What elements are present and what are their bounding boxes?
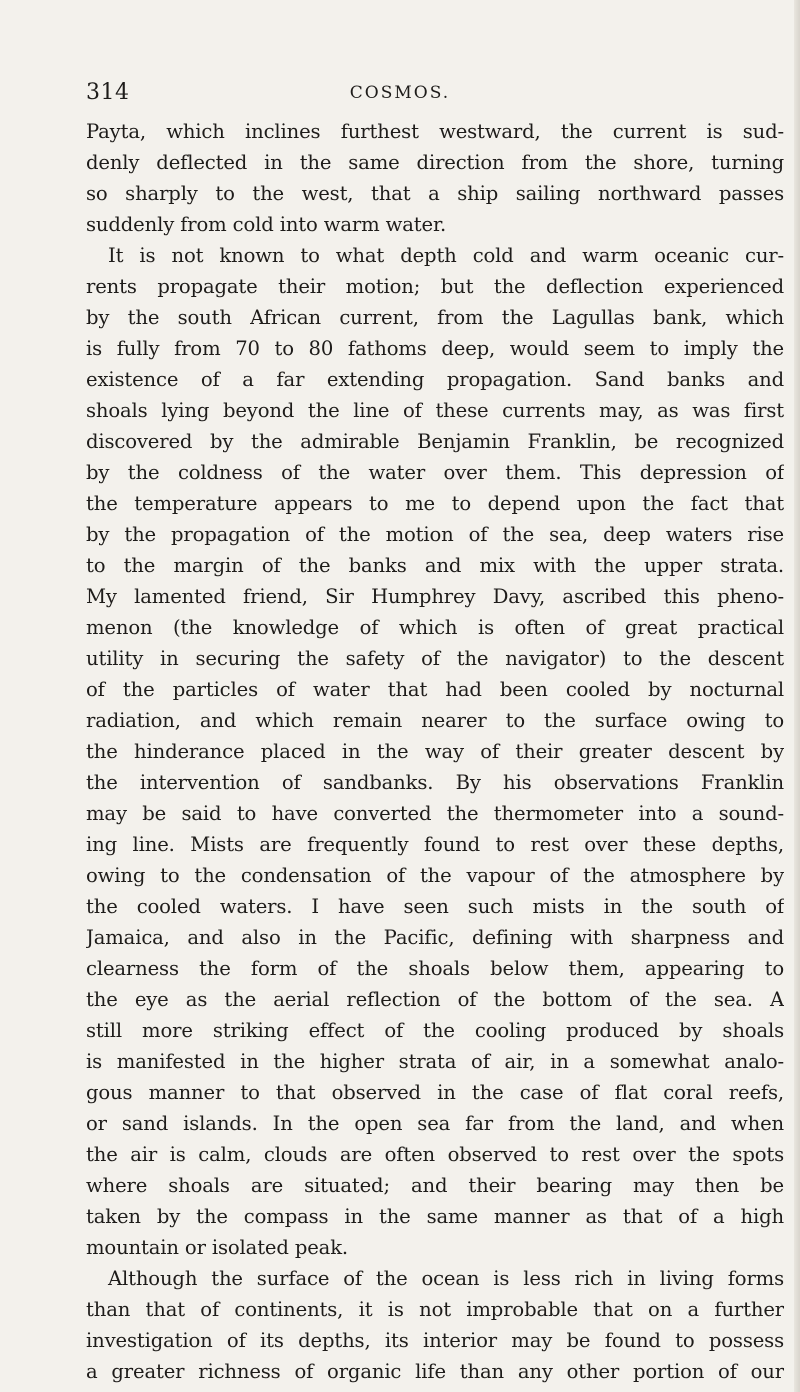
text-line: by the coldness of the water over them. This depression of <box>86 461 784 484</box>
text-line: so sharply to the west, that a ship sailing northward passes <box>86 182 784 205</box>
text-line: the cooled waters. I have seen such mists in the south of <box>86 895 784 918</box>
text-line: existence of a far extending propagation. Sand banks and <box>86 368 784 391</box>
text-line: utility in securing the safety of the navigator) to the descent <box>86 647 784 670</box>
text-line: mountain or isolated peak. <box>86 1236 349 1259</box>
text-line: suddenly from cold into warm water. <box>86 213 447 236</box>
text-line: Although the surface of the ocean is less rich in living forms <box>108 1267 784 1290</box>
text-line: may be said to have converted the thermometer into a sound- <box>86 802 784 825</box>
text-line: rents propagate their motion; but the deflection experienced <box>86 275 784 298</box>
text-line: Jamaica, and also in the Pacific, defining with sharpness and <box>86 926 784 949</box>
text-line: or sand islands. In the open sea far from the land, and when <box>86 1112 784 1135</box>
page-number: 314 <box>86 80 130 105</box>
text-line: clearness the form of the shoals below them, appearing to <box>86 957 784 980</box>
text-line: is manifested in the higher strata of air, in a somewhat analo- <box>86 1050 784 1073</box>
text-line: by the south African current, from the Lagullas bank, which <box>86 306 784 329</box>
text-line: a greater richness of organic life than any other portion of our <box>86 1360 784 1383</box>
text-line: ing line. Mists are frequently found to rest over these depths, <box>86 833 784 856</box>
text-line: of the particles of water that had been cooled by nocturnal <box>86 678 784 701</box>
text-line: by the propagation of the motion of the sea, deep waters rise <box>86 523 784 546</box>
text-line: is fully from 70 to 80 fathoms deep, would seem to imply the <box>86 337 784 360</box>
text-line: denly deflected in the same direction from the shore, turning <box>86 151 784 174</box>
text-line: discovered by the admirable Benjamin Franklin, be recognized <box>86 430 784 453</box>
text-line: the eye as the aerial reflection of the bottom of the sea. A <box>86 988 784 1011</box>
text-line: menon (the knowledge of which is often of great practical <box>86 616 784 639</box>
text-line: the intervention of sandbanks. By his observations Franklin <box>86 771 784 794</box>
text-line: gous manner to that observed in the case of flat coral reefs, <box>86 1081 784 1104</box>
running-head: COSMOS. <box>349 83 451 103</box>
text-line: taken by the compass in the same manner as that of a high <box>86 1205 784 1228</box>
text-line: the air is calm, clouds are often observed to rest over the spots <box>86 1143 784 1166</box>
text-line: still more striking effect of the cooling produced by shoals <box>86 1019 784 1042</box>
text-line: to the margin of the banks and mix with the upper strata. <box>86 554 784 577</box>
text-line: My lamented friend, Sir Humphrey Davy, ascribed this pheno- <box>86 585 784 608</box>
text-line: the hinderance placed in the way of their greater descent by <box>86 740 784 763</box>
text-line: Payta, which inclines furthest westward, the current is sud- <box>86 120 784 143</box>
page-header <box>0 80 800 110</box>
page-edge <box>794 0 800 1392</box>
text-line: where shoals are situated; and their bearing may then be <box>86 1174 784 1197</box>
text-line: It is not known to what depth cold and warm oceanic cur- <box>108 244 784 267</box>
text-line: shoals lying beyond the line of these currents may, as was first <box>86 399 784 422</box>
text-line: investigation of its depths, its interior may be found to possess <box>86 1329 784 1352</box>
text-line: the temperature appears to me to depend upon the fact that <box>86 492 784 515</box>
body-text <box>86 116 784 1387</box>
text-line: owing to the condensation of the vapour of the atmosphere by <box>86 864 784 887</box>
text-line: radiation, and which remain nearer to the surface owing to <box>86 709 784 732</box>
text-line: than that of continents, it is not improbable that on a further <box>86 1298 784 1321</box>
